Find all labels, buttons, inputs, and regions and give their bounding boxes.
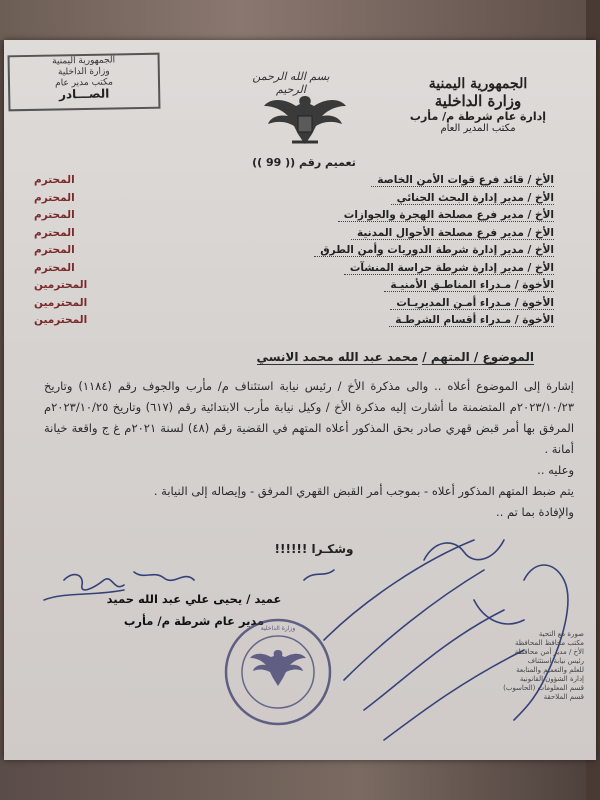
recipient-honorific: المحترم: [34, 226, 75, 239]
recipient-honorific: المحترم: [34, 209, 75, 221]
cc-line: رئيس نيابة استئناف: [527, 657, 584, 665]
recipient-honorific: المحترمين: [34, 279, 88, 291]
stamp-line: وزارة الداخلية: [57, 66, 110, 78]
cc-line: قسم المعلومات (الحاسوب): [503, 684, 584, 692]
letter-body: [44, 376, 574, 523]
recipient-title: الأخ / مدير فرع مصلحة الهجرة والجوازات: [338, 209, 554, 222]
recipient-title: الأخ / مدير إدارة شرطة الدوريات وأمن الطرق: [314, 244, 554, 257]
recipient-title: الأخوة / مـدراء المناطـق الأمنيـة: [384, 279, 554, 292]
recipient-title: الأخ / مدير فرع مصلحة الأحوال المدنية: [351, 227, 554, 240]
recipient-row: [34, 297, 554, 315]
stamp-line: الجمهورية اليمنية: [52, 55, 116, 67]
signatory-position: مدير عام شرطة م/ مأرب: [123, 614, 265, 628]
recipient-title: الأخوة / مـدراء أمـن المديريـات: [390, 297, 554, 310]
recipient-title: الأخوة / مـدراء أقسام الشرطـة: [389, 314, 554, 327]
recipient-row: [34, 192, 554, 210]
subject-label: الموضوع / المتهم /: [422, 350, 534, 364]
recipients-list: [34, 174, 554, 332]
cc-line: قسم الملاحقة: [543, 693, 584, 701]
background-surface-top: [0, 0, 600, 40]
recipient-row: [34, 244, 554, 262]
svg-text:وزارة الداخلية: وزارة الداخلية: [260, 625, 296, 632]
recipient-row: [34, 314, 554, 332]
recipient-row: [34, 174, 554, 192]
department-name: إدارة عام شرطة م/ مأرب: [409, 110, 547, 123]
cc-line: للعلم والتعميم والمتابعة: [516, 666, 584, 674]
document-page: [4, 40, 596, 760]
ministry-header: [388, 76, 568, 134]
recipient-title: الأخ / مدير إدارة البحث الجنائي: [391, 192, 554, 205]
recipient-honorific: المحترم: [34, 261, 75, 274]
cc-line: إدارة الشؤون القانونية: [519, 675, 584, 683]
official-seal-image: [222, 616, 334, 728]
stamp-line: مكتب مدير عام: [55, 77, 113, 89]
recipient-row: [34, 262, 554, 280]
ministry-name: وزارة الداخلية: [434, 92, 522, 110]
recipient-row: [34, 209, 554, 227]
background-surface-bottom: [0, 760, 600, 800]
circular-number: تعميم رقم (( 99 )): [252, 156, 356, 169]
cc-line: الأخ / مدير أمن محافظة: [514, 648, 584, 656]
recipient-honorific: المحترم: [34, 174, 75, 186]
cc-line: مكتب محافظ المحافظة: [514, 639, 584, 647]
recipient-row: [34, 227, 554, 245]
outgoing-stamp: [8, 53, 161, 112]
recipient-row: [34, 279, 554, 297]
closing-thanks: وشكـرا !!!!!!: [274, 542, 354, 556]
republic-name: الجمهورية اليمنية: [428, 76, 528, 92]
recipient-title: الأخ / مدير إدارة شرطة حراسة المنشآت: [344, 262, 554, 275]
signatory-name: عميد / يحيى علي عبد الله حميد: [106, 592, 282, 606]
stamp-outgoing-label: الصـــادر: [58, 86, 110, 102]
recipient-honorific: المحترم: [34, 191, 75, 204]
office-name: مكتب المدير العام: [440, 123, 516, 134]
body-paragraph: إشارة إلى الموضوع أعلاه .. والى مذكرة الأخ / رئيس نيابة استئناف م/ مأرب والجوف رقم (١١٨٤) وتاريخ ٢٠٢٣/١٠/٢٣م المتضمنة ما أشارت إليه مذكرة الأخ / وكيل نيابة مأرب الابتدائية رقم (٦١٧) وتاريخ ٢٠٢٣/١٠/٢٥م المرفق بها أمر قبض قهري صادر بحق المذكور أعلاه المتهم في القضية رقم (٤٨) لسنة ٢٠٢١م غ ج واقعة خيانة أمانة .: [44, 379, 575, 456]
cc-line: صورة مع التحية: [538, 630, 584, 638]
recipient-title: الأخ / قائد فرع قوات الأمن الخاصة: [371, 174, 554, 187]
republic-eagle-emblem: [262, 88, 348, 148]
recipient-honorific: المحترمين: [34, 296, 88, 309]
body-paragraph: يتم ضبط المتهم المذكور أعلاه - بموجب أمر القبض القهري المرفق - وإيصاله إلى النيابة .: [153, 484, 574, 498]
recipient-honorific: المحترمين: [34, 314, 88, 326]
copies-to-list: [384, 630, 584, 702]
subject-line: [154, 350, 534, 364]
body-paragraph: والإفادة بما تم ..: [496, 505, 574, 519]
body-paragraph: وعليه ..: [537, 463, 574, 477]
recipient-honorific: المحترم: [34, 244, 75, 256]
subject-name: محمد عبد الله محمد الانسي: [256, 350, 419, 364]
bismillah: بسم الله الرحمن الرحيم: [252, 70, 330, 96]
